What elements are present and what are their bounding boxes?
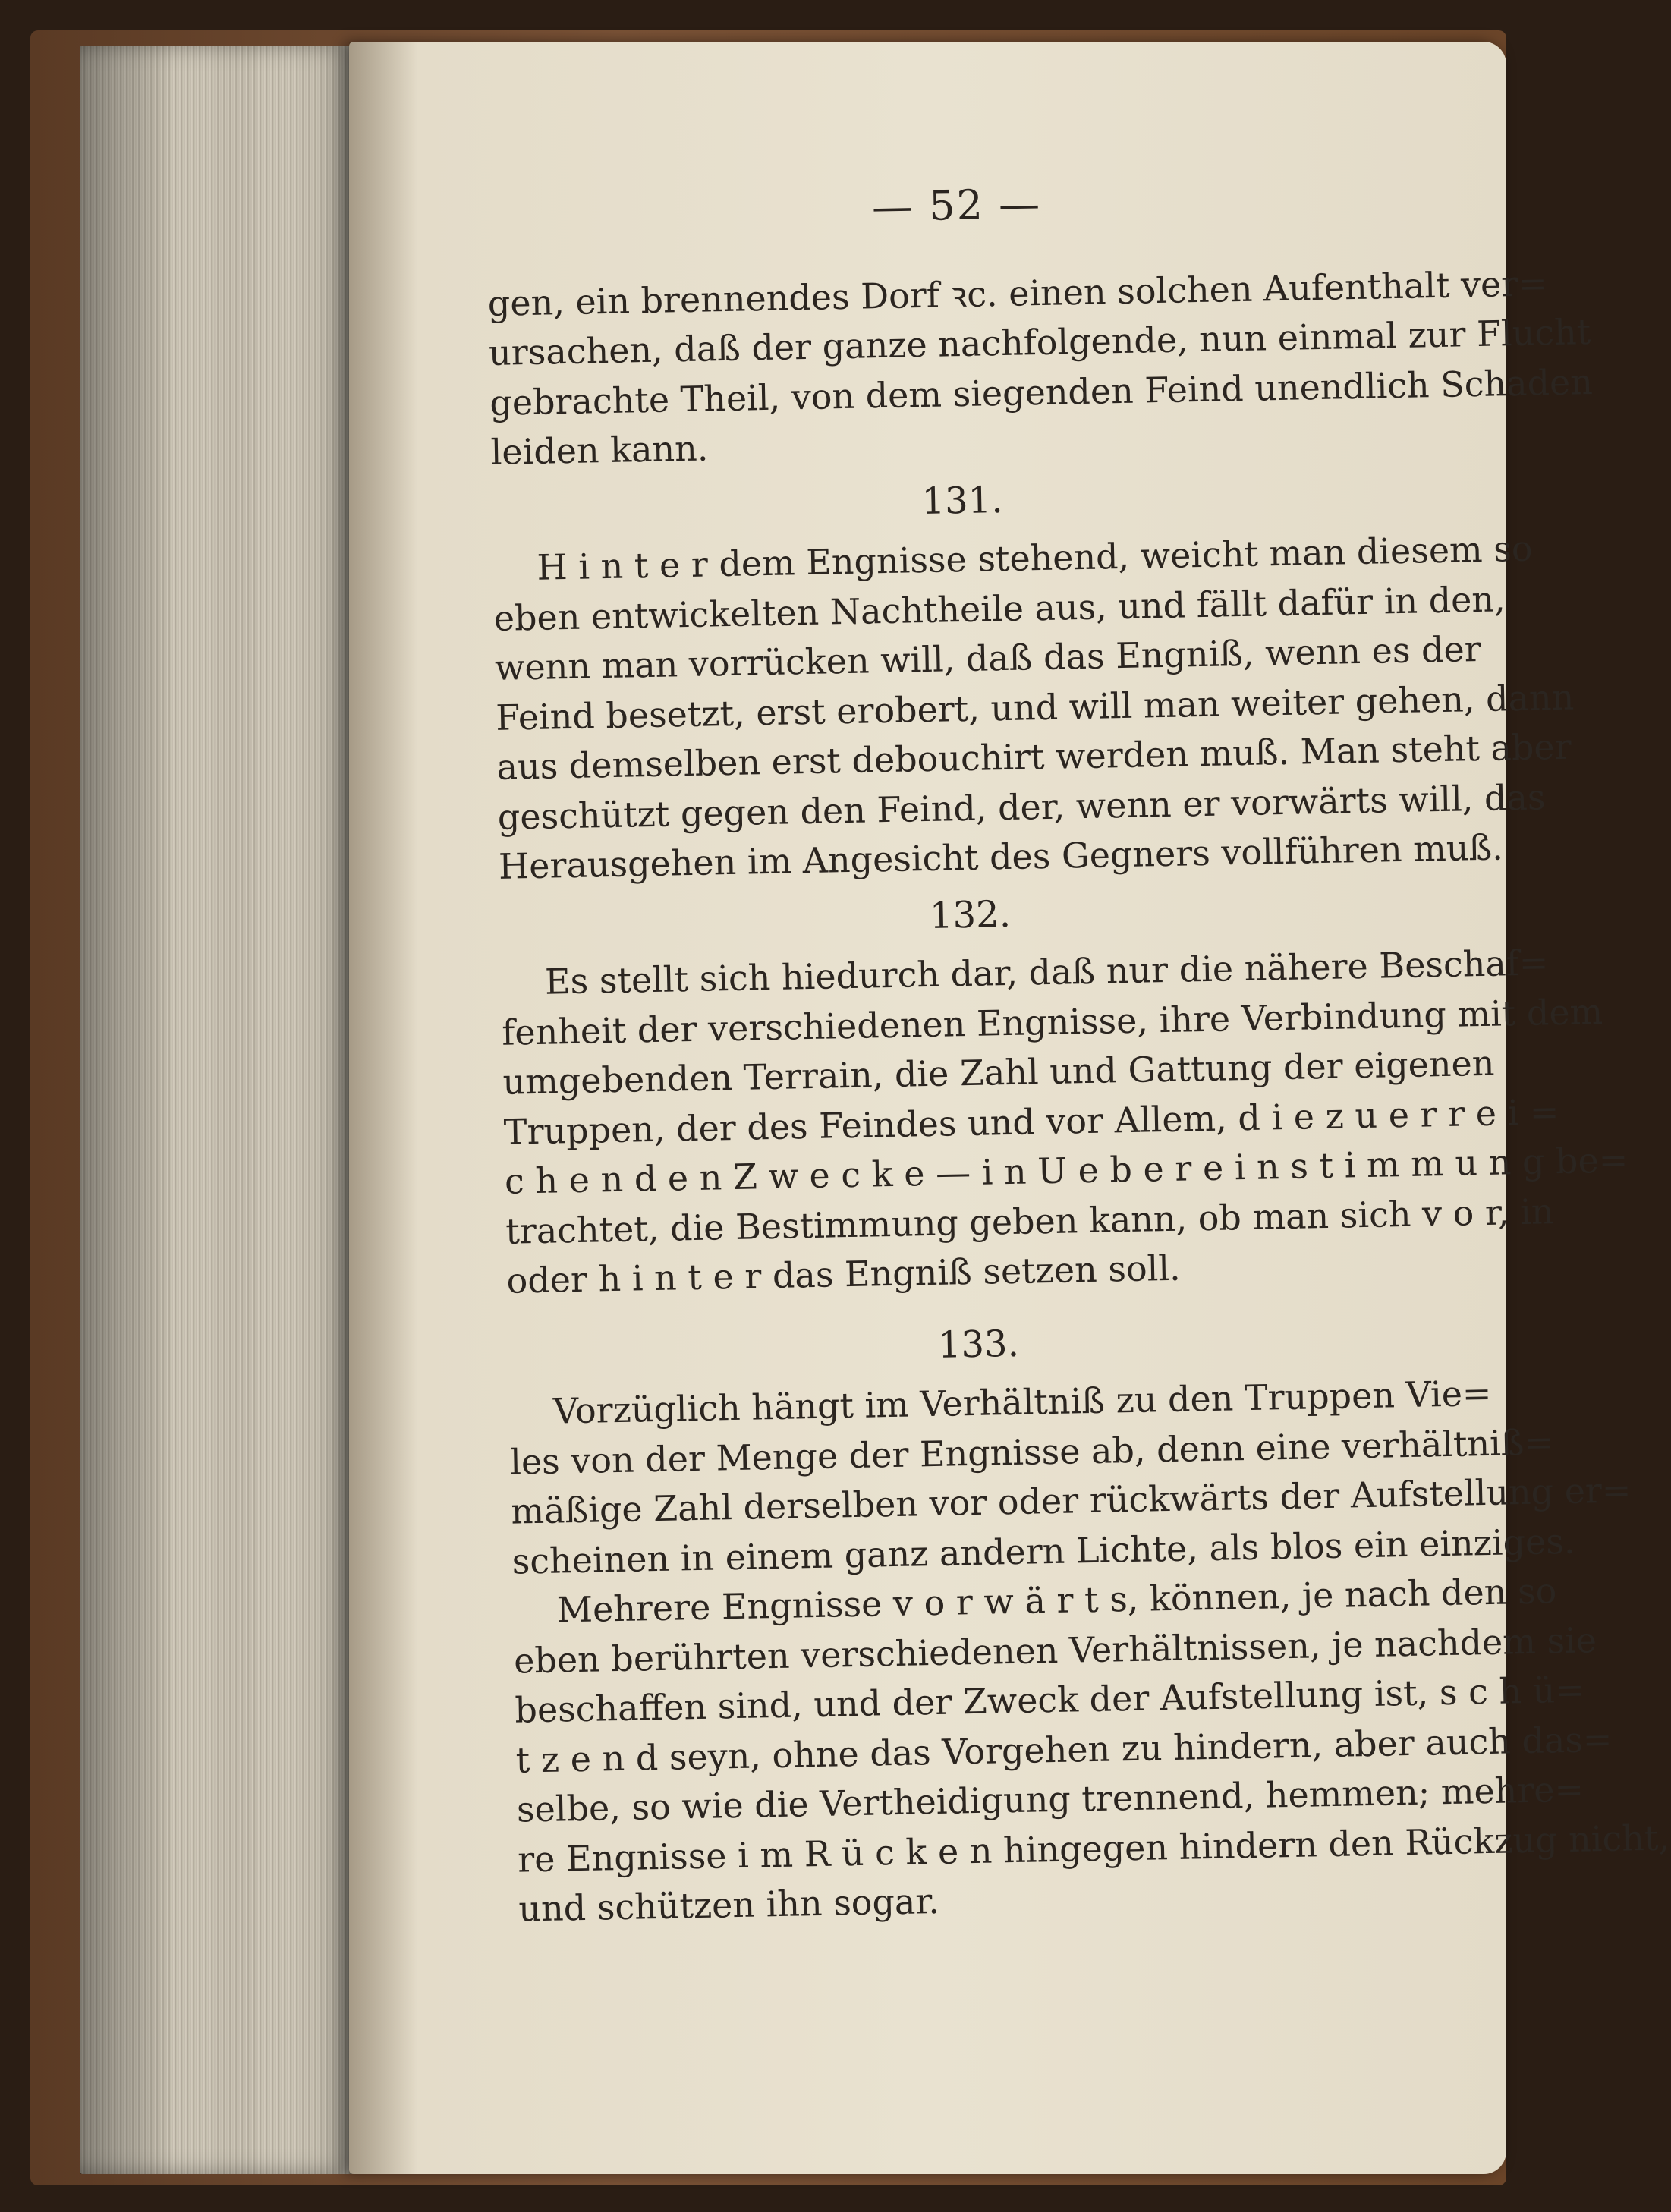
text-line: Mehrere Engnisse v o r w ä r t s, können, je nach den so (556, 1570, 1557, 1631)
page-gutter-shadow (349, 42, 417, 2174)
text-line: wenn man vorrücken will, daß das Engniß, wenn es der (494, 628, 1482, 688)
text-line: c h e n d e n Z w e c k e — i n U e b e r e i n s t i m m u n g be= (504, 1139, 1629, 1202)
section-number: 131. (921, 478, 1003, 523)
text-line: H i n t e r dem Engnisse stehend, weicht man diesem so (537, 527, 1534, 588)
text-line: geschützt gegen den Feind, der, wenn er vorwärts will, das (497, 776, 1546, 838)
section-131 (491, 467, 1575, 892)
section-132 (499, 881, 1629, 1306)
text-line: Es stellt sich hiedurch dar, daß nur die nähere Beschaf= (544, 942, 1549, 1002)
text-line: eben entwickelten Nachtheile aus, und fällt dafür in den, (493, 577, 1506, 639)
text-line: und schützen ihn sogar. (518, 1880, 940, 1930)
text-line: mäßige Zahl derselben vor oder rückwärts der Aufstellung er= (510, 1469, 1632, 1532)
text-line: oder h i n t e r das Engniß setzen soll. (506, 1247, 1182, 1301)
text-line: ursachen, daß der ganze nachfolgende, nun einmal zur Flucht (488, 311, 1591, 373)
edge-shadow (80, 46, 171, 2174)
text-line: t z e n d seyn, ohne das Vorgehen zu hindern, aber auch das= (515, 1718, 1613, 1781)
section-number: 132. (929, 892, 1012, 937)
text-line: leiden kann. (490, 427, 709, 473)
paragraph-continuation (487, 260, 1594, 478)
section-133 (508, 1311, 1670, 1934)
page-text (486, 171, 1670, 1934)
text-line: aus demselben erst debouchirt werden muß. Man steht aber (496, 725, 1572, 788)
text-line: re Engnisse i m R ü c k e n hingegen hindern den Rückzug nicht, (517, 1816, 1670, 1880)
text-line: Feind besetzt, erst erobert, und will man weiter gehen, dann (495, 676, 1575, 738)
text-line: fenheit der verschiedenen Engnisse, ihre Verbindung mit dem (501, 990, 1603, 1053)
text-line: Vorzüglich hängt im Verhältniß zu den Truppen Vie= (552, 1372, 1492, 1432)
text-line: gen, ein brennendes Dorf ꝛc. einen solchen Aufenthalt ver= (487, 262, 1548, 324)
text-line: les von der Menge der Engnisse ab, denn eine verhältniß= (509, 1421, 1554, 1483)
text-line: eben berührten verschiedenen Verhältnissen, je nachdem sie (513, 1619, 1597, 1682)
text-line: gebrachte Theil, von dem siegenden Feind unendlich Schaden (489, 360, 1594, 423)
page-number: — 52 — (871, 179, 1042, 231)
section-number: 133. (937, 1322, 1020, 1367)
text-line: scheinen in einem ganz andern Lichte, als blos ein einziges. (511, 1520, 1575, 1582)
text-line: Herausgehen im Angesicht des Gegners vollführen muß. (498, 826, 1504, 887)
text-line: Truppen, der des Feindes und vor Allem, d i e z u e r r e i = (503, 1090, 1559, 1153)
text-line: selbe, so wie die Vertheidigung trennend, hemmen; mehre= (516, 1768, 1584, 1830)
text-line: beschaffen sind, und der Zweck der Aufstellung ist, s c h ü= (514, 1669, 1585, 1731)
text-line: umgebenden Terrain, die Zahl und Gattung der eigenen (502, 1042, 1495, 1103)
text-line: trachtet, die Bestimmung geben kann, ob man sich v o r, in (505, 1190, 1554, 1252)
